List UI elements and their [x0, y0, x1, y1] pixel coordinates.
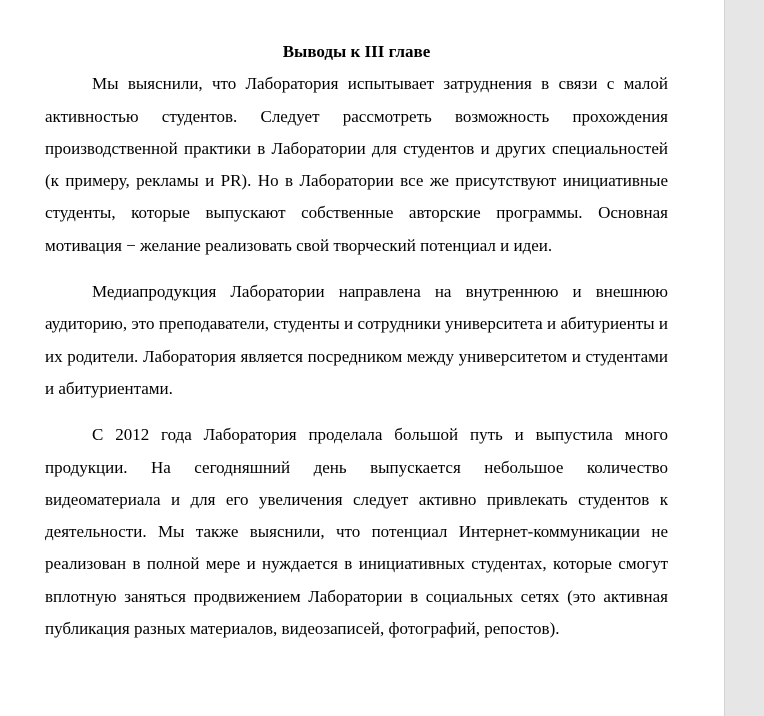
paragraph-2: Медиапродукция Лаборатории направлена на внутреннюю и внешнюю аудиторию, это преподаватели, студенты и сотрудники университета и абитуриенты и их родители. Лаборатория является посредником между университетом и студентами и абитуриентами. — [45, 282, 668, 398]
paragraph-3: С 2012 года Лаборатория проделала большой путь и выпустила много продукции. На сегодняшний день выпускается небольшое количество видеоматериала и для его увеличения следует активно привлекать студентов к деятельности. Мы также выяснили, что потенциал Интернет-коммуникации не реализован в полной мере и нуждается в инициативных студентах, которые смогут вплотную заняться продвижением Лаборатории в социальных сетях (это активная публикация разных материалов, видеозаписей, фотографий, репостов). — [45, 425, 668, 639]
paragraph-1: Мы выяснили, что Лаборатория испытывает затруднения в связи с малой активностью студентов. Следует рассмотреть возможность прохождения производственной практики в Лаборатории для студентов и других специальностей (к примеру, рекламы и PR). Но в Лаборатории все же присутствуют инициативные студенты, которые выпускают собственные авторские программы. Основная мотивация − желание реализовать свой творческий потенциал и идеи. — [45, 74, 668, 255]
section-heading: Выводы к III главе — [282, 42, 431, 61]
page-gutter — [724, 0, 764, 716]
document-body — [45, 36, 668, 645]
